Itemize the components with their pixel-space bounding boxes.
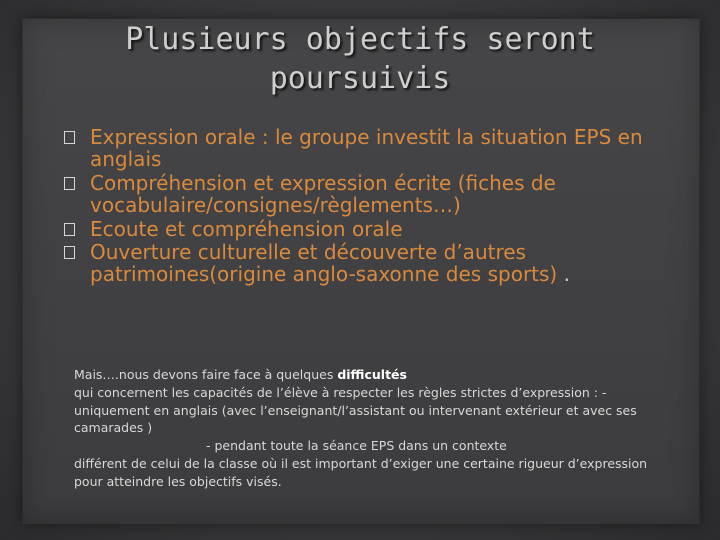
difficulties-note [74, 366, 664, 490]
list-item [62, 241, 674, 286]
list-item [62, 218, 674, 240]
list-item-text: Ecoute et compréhension orale [90, 216, 403, 241]
checkbox-bullet-icon [64, 223, 75, 236]
note-paragraph-indented: - pendant toute la séance EPS dans un contexte [206, 438, 507, 453]
objectives-list [62, 126, 674, 287]
slide-title [60, 20, 660, 98]
checkbox-bullet-icon [64, 131, 75, 144]
list-item-text: Expression orale : le groupe investit la situation EPS en anglais [90, 125, 643, 172]
title-line-2: poursuivis [269, 61, 451, 96]
title-line-1: Plusieurs objectifs seront [125, 22, 595, 57]
list-item [62, 126, 674, 171]
list-item-text: Compréhension et expression écrite (fiches de vocabulaire/consignes/règlements…) [90, 170, 556, 218]
note-intro: Mais….nous devons faire face à quelques [74, 367, 338, 382]
list-item [62, 172, 674, 217]
list-item-tail: . [557, 262, 570, 287]
note-emphasis: difficultés [337, 367, 407, 382]
note-intro-line [74, 366, 664, 384]
checkbox-bullet-icon [64, 246, 75, 259]
note-paragraph: différent de celui de la classe où il est important d’exiger une certaine rigueur d’expression pour atteindre les objectifs visés. [74, 455, 648, 489]
list-item-text: Ouverture culturelle et découverte d’autres patrimoines(origine anglo-saxonne des sports) [90, 239, 558, 287]
note-paragraph: qui concernent les capacités de l’élève à respecter les règles strictes d’expression : -uniquement en anglais (avec l’enseignant/l’assistant ou intervenant extérieur et avec ses camarades ) [74, 384, 637, 436]
checkbox-bullet-icon [64, 177, 75, 190]
